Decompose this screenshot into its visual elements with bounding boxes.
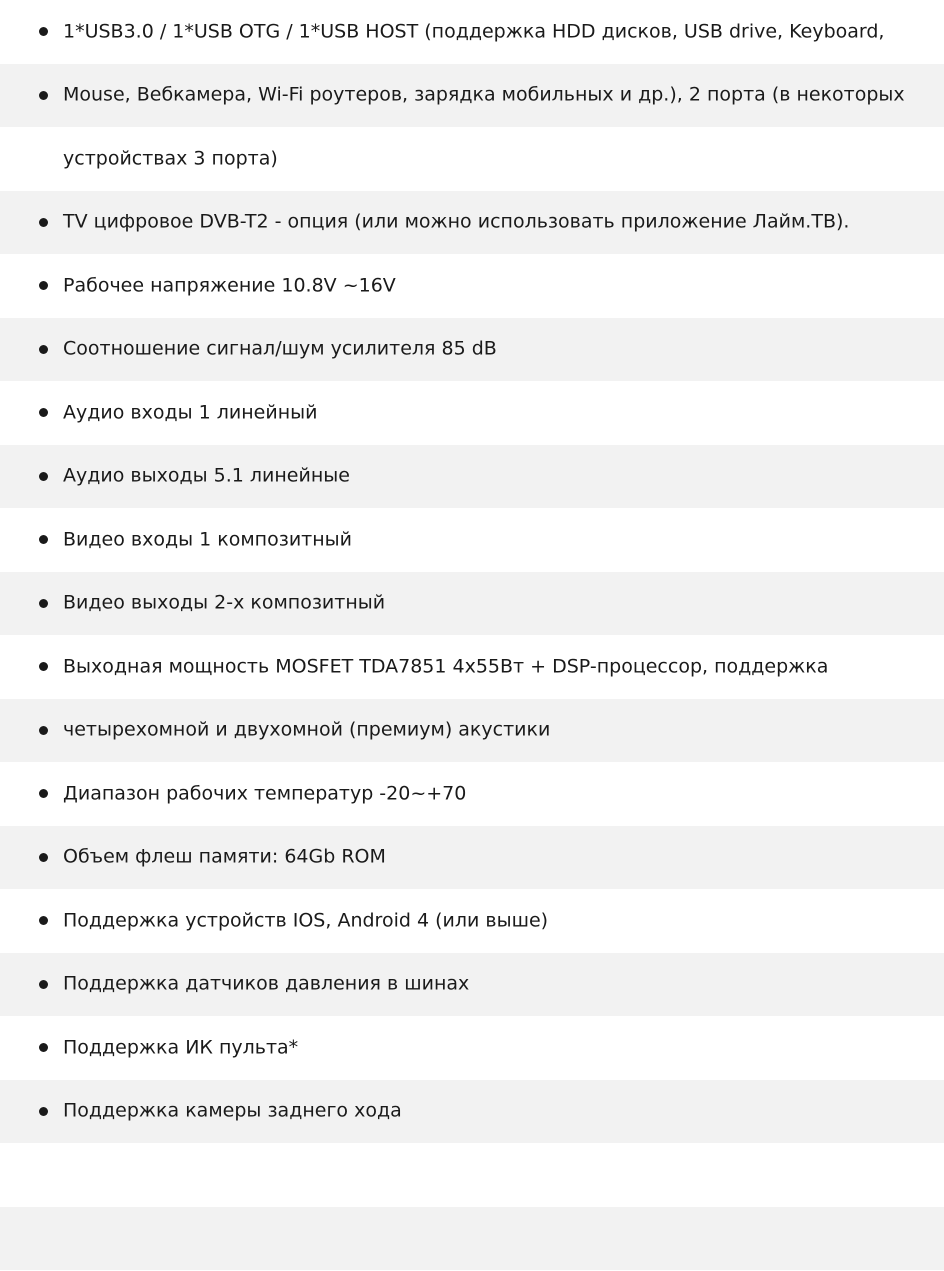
list-item [0, 1080, 944, 1144]
list-item [0, 445, 944, 509]
list-item [0, 762, 944, 826]
bullet-icon [39, 91, 48, 100]
list-item-text: Поддержка камеры заднего хода [63, 1099, 402, 1122]
bullet-icon [39, 472, 48, 481]
list-item [0, 508, 944, 572]
list-item-text: Диапазон рабочих температур -20~+70 [63, 782, 467, 805]
list-item [0, 826, 944, 890]
list-item-text: Видео входы 1 композитный [63, 528, 353, 551]
list-item [0, 953, 944, 1017]
list-item [0, 127, 944, 191]
list-item [0, 889, 944, 953]
list-item-text: Объем флеш памяти: 64Gb ROM [63, 845, 386, 868]
bullet-icon [39, 27, 48, 36]
list-item-text: Рабочее напряжение 10.8V ~16V [63, 274, 396, 297]
list-item-text: Видео выходы 2-х композитный [63, 591, 386, 614]
bullet-icon [39, 535, 48, 544]
list-item [0, 318, 944, 382]
list-item-text: 1*USB3.0 / 1*USB OTG / 1*USB HOST (поддержка HDD дисков, USB drive, Keyboard, [63, 20, 885, 43]
bullet-icon [39, 980, 48, 989]
bullet-icon [39, 726, 48, 735]
list-item-text: Выходная мощность MOSFET TDA7851 4x55Вт + DSP-процессор, поддержка [63, 655, 829, 678]
list-item [0, 699, 944, 763]
bullet-icon [39, 916, 48, 925]
list-item [0, 64, 944, 128]
list-item [0, 191, 944, 255]
empty-row [0, 1143, 944, 1207]
list-item-text: Аудио входы 1 линейный [63, 401, 318, 424]
list-item-text: TV цифровое DVB-T2 - опция (или можно использовать приложение Лайм.ТВ). [63, 210, 850, 233]
list-item [0, 635, 944, 699]
list-item-text: Поддержка ИК пульта* [63, 1036, 299, 1059]
list-item [0, 254, 944, 318]
bullet-icon [39, 281, 48, 290]
bullet-icon [39, 662, 48, 671]
bullet-icon [39, 218, 48, 227]
list-item [0, 0, 944, 64]
bullet-icon [39, 853, 48, 862]
bullet-icon [39, 789, 48, 798]
bullet-icon [39, 1107, 48, 1116]
list-item [0, 572, 944, 636]
list-item [0, 381, 944, 445]
list-item-text: устройствах 3 порта) [63, 147, 278, 170]
bullet-icon [39, 408, 48, 417]
list-item-text: Поддержка датчиков давления в шинах [63, 972, 470, 995]
empty-row [0, 1207, 944, 1271]
bullet-icon [39, 599, 48, 608]
list-item-text: четырехомной и двухомной (премиум) акустики [63, 718, 551, 741]
bullet-icon [39, 345, 48, 354]
list-item-text: Соотношение сигнал/шум усилителя 85 dB [63, 337, 497, 360]
list-item-text: Mouse, Вебкамера, Wi-Fi роутеров, зарядка мобильных и др.), 2 порта (в некоторых [63, 83, 905, 106]
list-item-text: Поддержка устройств IOS, Android 4 (или выше) [63, 909, 549, 932]
list-item [0, 1016, 944, 1080]
bullet-icon [39, 1043, 48, 1052]
list-item-text: Аудио выходы 5.1 линейные [63, 464, 350, 487]
